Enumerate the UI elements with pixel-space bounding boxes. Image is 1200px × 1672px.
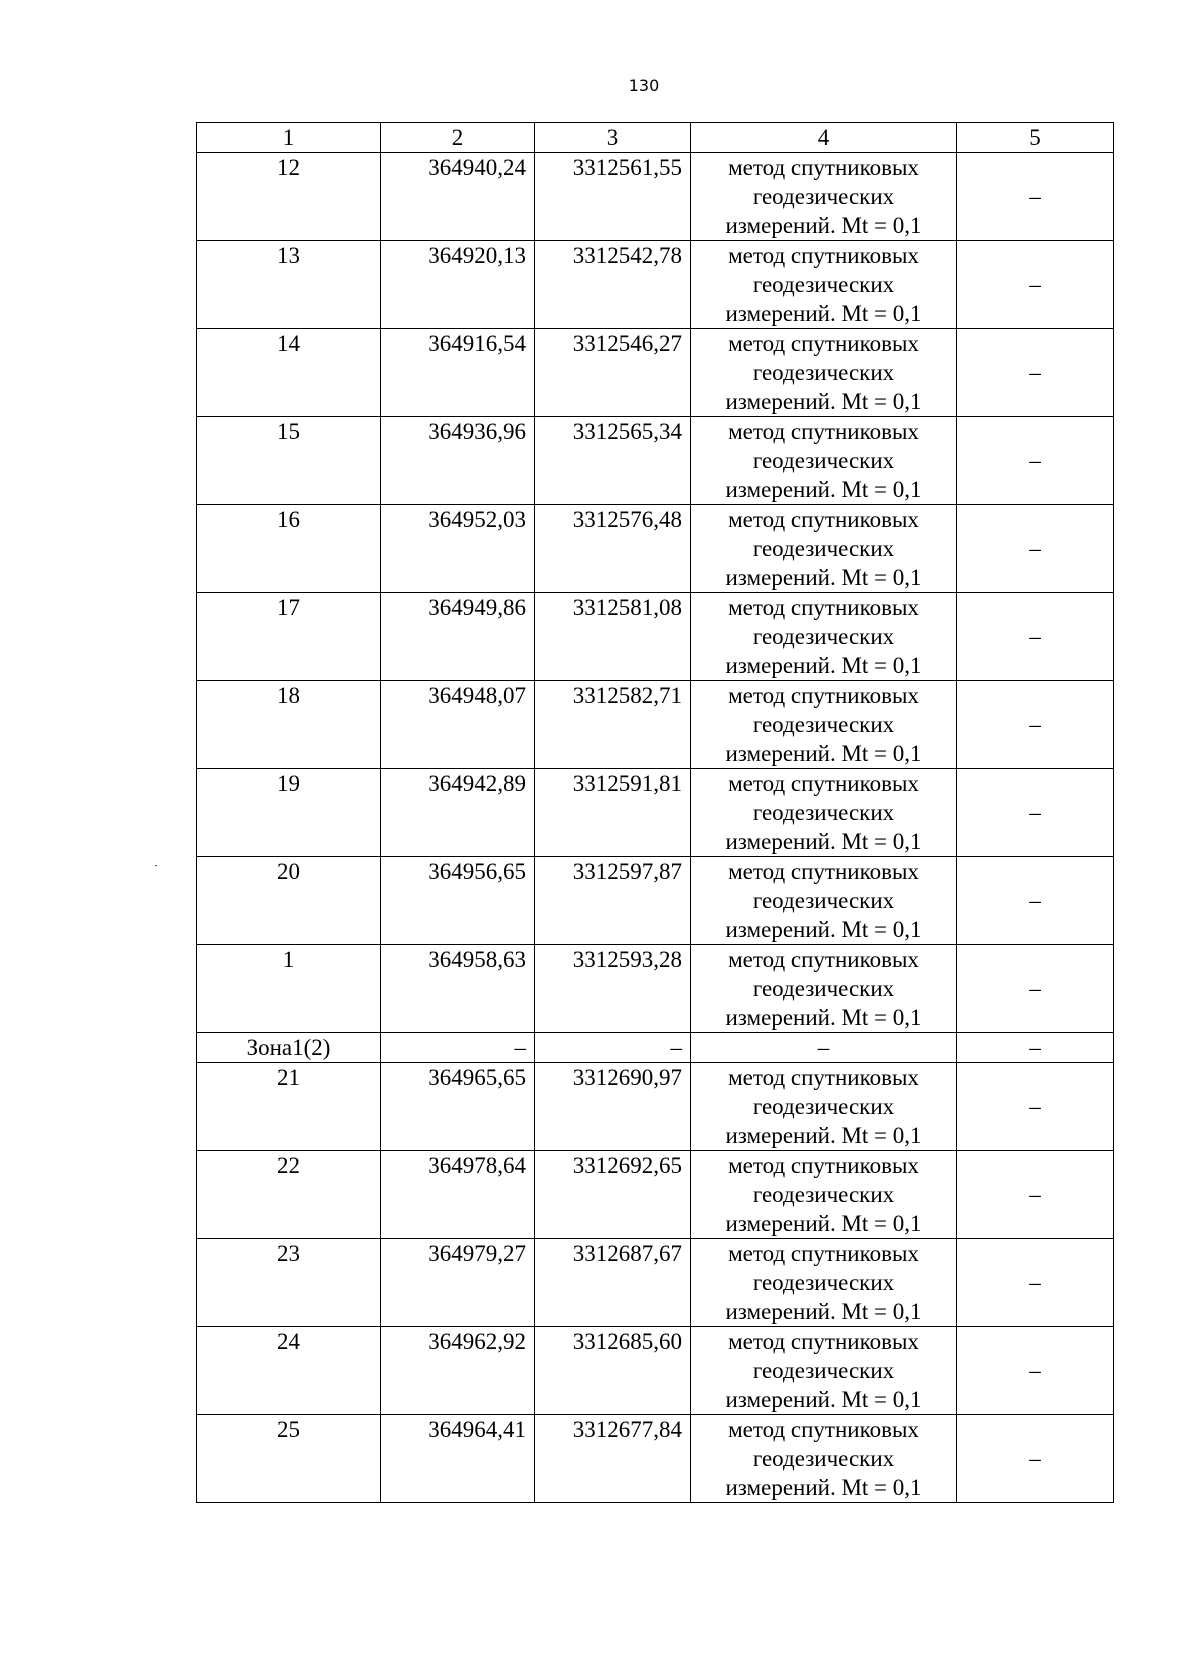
- accuracy-note-cell: –: [957, 505, 1114, 593]
- point-number-cell: 1: [197, 945, 381, 1033]
- method-line: метод спутниковых: [728, 243, 919, 268]
- y-coordinate-cell: 3312546,27: [535, 329, 691, 417]
- y-coordinate-cell: 3312677,84: [535, 1415, 691, 1503]
- x-coordinate-cell: 364920,13: [381, 241, 535, 329]
- point-number-cell: 21: [197, 1063, 381, 1151]
- method-line: метод спутниковых: [728, 331, 919, 356]
- accuracy-note-cell: –: [957, 681, 1114, 769]
- method-cell: [691, 1239, 957, 1327]
- accuracy-note-cell: –: [957, 417, 1114, 505]
- y-coordinate-cell: 3312597,87: [535, 857, 691, 945]
- accuracy-note-cell: –: [957, 1063, 1114, 1151]
- point-number-cell: 25: [197, 1415, 381, 1503]
- accuracy-note-cell: –: [957, 329, 1114, 417]
- point-number-cell: 16: [197, 505, 381, 593]
- method-line: геодезических: [752, 184, 895, 209]
- x-coordinate-cell: 364940,24: [381, 153, 535, 241]
- method-line: измерений. Mt = 0,1: [725, 565, 922, 590]
- method-cell: [691, 153, 957, 241]
- method-cell: [691, 417, 957, 505]
- method-cell: [691, 681, 957, 769]
- method-line: измерений. Mt = 0,1: [725, 1123, 922, 1148]
- method-cell: [691, 769, 957, 857]
- method-line: геодезических: [752, 888, 895, 913]
- x-coordinate-cell: 364942,89: [381, 769, 535, 857]
- y-coordinate-cell: 3312593,28: [535, 945, 691, 1033]
- method-cell: [691, 945, 957, 1033]
- x-coordinate-cell: 364958,63: [381, 945, 535, 1033]
- method-cell: [691, 1151, 957, 1239]
- header-cell-3: 3: [535, 123, 691, 153]
- table-body: [197, 123, 1114, 1503]
- point-number-cell: 14: [197, 329, 381, 417]
- accuracy-note-cell: –: [957, 241, 1114, 329]
- y-coordinate-cell: 3312685,60: [535, 1327, 691, 1415]
- point-number-cell: 19: [197, 769, 381, 857]
- table-row: [197, 681, 1114, 769]
- method-line: геодезических: [752, 448, 895, 473]
- page-number: 130: [628, 76, 660, 95]
- method-line: измерений. Mt = 0,1: [725, 1475, 922, 1500]
- accuracy-note-cell: –: [957, 593, 1114, 681]
- accuracy-note-cell: –: [957, 153, 1114, 241]
- table-row: [197, 1063, 1114, 1151]
- x-coordinate-cell: 364949,86: [381, 593, 535, 681]
- x-coordinate-cell: 364978,64: [381, 1151, 535, 1239]
- method-cell: [691, 857, 957, 945]
- x-coordinate-cell: 364948,07: [381, 681, 535, 769]
- table-row: [197, 593, 1114, 681]
- y-coordinate-cell: 3312542,78: [535, 241, 691, 329]
- table-row: [197, 1239, 1114, 1327]
- method-cell: –: [691, 1033, 957, 1063]
- accuracy-note-cell: –: [957, 857, 1114, 945]
- method-line: геодезических: [752, 1270, 895, 1295]
- method-line: измерений. Mt = 0,1: [725, 1387, 922, 1412]
- method-line: геодезических: [752, 1182, 895, 1207]
- y-coordinate-cell: 3312692,65: [535, 1151, 691, 1239]
- x-coordinate-cell: 364964,41: [381, 1415, 535, 1503]
- table-row: [197, 1327, 1114, 1415]
- accuracy-note-cell: –: [957, 1033, 1114, 1063]
- method-line: метод спутниковых: [728, 595, 919, 620]
- method-line: метод спутниковых: [728, 1241, 919, 1266]
- method-line: метод спутниковых: [728, 155, 919, 180]
- y-coordinate-cell: –: [535, 1033, 691, 1063]
- table-row: [197, 505, 1114, 593]
- header-cell-4: 4: [691, 123, 957, 153]
- header-row: [197, 123, 1114, 153]
- method-cell: [691, 593, 957, 681]
- method-line: геодезических: [752, 1094, 895, 1119]
- method-line: измерений. Mt = 0,1: [725, 213, 922, 238]
- y-coordinate-cell: 3312582,71: [535, 681, 691, 769]
- y-coordinate-cell: 3312565,34: [535, 417, 691, 505]
- coordinates-table: [196, 122, 1114, 1503]
- table-row: [197, 417, 1114, 505]
- accuracy-note-cell: –: [957, 945, 1114, 1033]
- method-line: измерений. Mt = 0,1: [725, 829, 922, 854]
- method-cell: [691, 1415, 957, 1503]
- point-number-cell: 20: [197, 857, 381, 945]
- x-coordinate-cell: 364965,65: [381, 1063, 535, 1151]
- table-row: [197, 769, 1114, 857]
- header-cell-2: 2: [381, 123, 535, 153]
- x-coordinate-cell: 364952,03: [381, 505, 535, 593]
- accuracy-note-cell: –: [957, 1415, 1114, 1503]
- method-line: метод спутниковых: [728, 1065, 919, 1090]
- table-row: [197, 857, 1114, 945]
- header-cell-5: 5: [957, 123, 1114, 153]
- x-coordinate-cell: 364956,65: [381, 857, 535, 945]
- y-coordinate-cell: 3312591,81: [535, 769, 691, 857]
- x-coordinate-cell: 364936,96: [381, 417, 535, 505]
- method-line: измерений. Mt = 0,1: [725, 1005, 922, 1030]
- table-row: [197, 1151, 1114, 1239]
- y-coordinate-cell: 3312581,08: [535, 593, 691, 681]
- method-line: измерений. Mt = 0,1: [725, 389, 922, 414]
- method-line: метод спутниковых: [728, 683, 919, 708]
- method-line: метод спутниковых: [728, 507, 919, 532]
- point-number-cell: 24: [197, 1327, 381, 1415]
- table-row: [197, 153, 1114, 241]
- x-coordinate-cell: 364979,27: [381, 1239, 535, 1327]
- accuracy-note-cell: –: [957, 1151, 1114, 1239]
- y-coordinate-cell: 3312687,67: [535, 1239, 691, 1327]
- x-coordinate-cell: –: [381, 1033, 535, 1063]
- y-coordinate-cell: 3312576,48: [535, 505, 691, 593]
- point-number-cell: 12: [197, 153, 381, 241]
- method-line: метод спутниковых: [728, 859, 919, 884]
- table-row: [197, 329, 1114, 417]
- point-number-cell: 15: [197, 417, 381, 505]
- method-line: измерений. Mt = 0,1: [725, 1211, 922, 1236]
- method-line: геодезических: [752, 1446, 895, 1471]
- point-number-cell: Зона1(2): [197, 1033, 381, 1063]
- method-line: геодезических: [752, 360, 895, 385]
- method-line: измерений. Mt = 0,1: [725, 1299, 922, 1324]
- point-number-cell: 23: [197, 1239, 381, 1327]
- method-line: геодезических: [752, 272, 895, 297]
- x-coordinate-cell: 364962,92: [381, 1327, 535, 1415]
- y-coordinate-cell: 3312690,97: [535, 1063, 691, 1151]
- method-line: метод спутниковых: [728, 1417, 919, 1442]
- method-line: метод спутниковых: [728, 1153, 919, 1178]
- point-number-cell: 18: [197, 681, 381, 769]
- scan-speck: [155, 865, 157, 866]
- x-coordinate-cell: 364916,54: [381, 329, 535, 417]
- accuracy-note-cell: –: [957, 1239, 1114, 1327]
- table-row: [197, 241, 1114, 329]
- method-line: измерений. Mt = 0,1: [725, 741, 922, 766]
- accuracy-note-cell: –: [957, 1327, 1114, 1415]
- method-line: метод спутниковых: [728, 419, 919, 444]
- method-line: геодезических: [752, 624, 895, 649]
- method-line: метод спутниковых: [728, 771, 919, 796]
- method-cell: [691, 329, 957, 417]
- method-line: измерений. Mt = 0,1: [725, 301, 922, 326]
- method-line: измерений. Mt = 0,1: [725, 653, 922, 678]
- zone-row: [197, 1033, 1114, 1063]
- method-line: метод спутниковых: [728, 947, 919, 972]
- point-number-cell: 17: [197, 593, 381, 681]
- method-line: геодезических: [752, 976, 895, 1001]
- accuracy-note-cell: –: [957, 769, 1114, 857]
- method-line: метод спутниковых: [728, 1329, 919, 1354]
- method-line: геодезических: [752, 536, 895, 561]
- table-row: [197, 1415, 1114, 1503]
- y-coordinate-cell: 3312561,55: [535, 153, 691, 241]
- method-cell: [691, 1327, 957, 1415]
- point-number-cell: 13: [197, 241, 381, 329]
- method-cell: [691, 1063, 957, 1151]
- method-cell: [691, 241, 957, 329]
- method-line: геодезических: [752, 1358, 895, 1383]
- method-line: геодезических: [752, 712, 895, 737]
- point-number-cell: 22: [197, 1151, 381, 1239]
- method-line: геодезических: [752, 800, 895, 825]
- header-cell-1: 1: [197, 123, 381, 153]
- method-line: измерений. Mt = 0,1: [725, 477, 922, 502]
- method-cell: [691, 505, 957, 593]
- method-line: измерений. Mt = 0,1: [725, 917, 922, 942]
- table-row: [197, 945, 1114, 1033]
